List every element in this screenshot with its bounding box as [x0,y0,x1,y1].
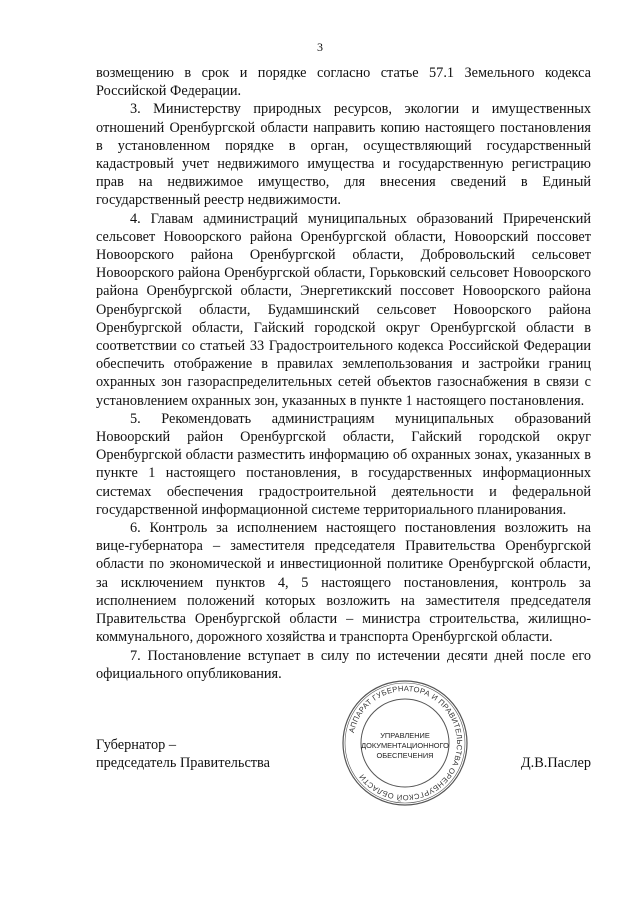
paragraph-4: 4. Главам администраций муниципальных образований Приреченский сельсовет Новоорского района Оренбургской области, Новоорский поссовет Новоорского района Оренбургской области, Добровольский сельсовет Новоорского района Оренбургской области, Горьковский сельсовет Новоорского района Оренбургской области, Энергетикский поссовет Новоорского района Оренбургской области, Будамшинский сельсовет Новоорского района Оренбургской области, Гайский городской округ Оренбургской области в соответствии со статьей 33 Градостроительного кодекса Российской Федерации обеспечить отображение в правилах землепользования и застройки границ охранных зон газораспределительных сетей объектов газоснабжения в связи с установлением охранных зон, указанных в пункте 1 настоящего постановления. [96,210,591,409]
signatory-title-line-1: Губернатор – [96,737,176,753]
signature-block [96,736,591,796]
paragraph-6: 6. Контроль за исполнением настоящего постановления возложить на вице-губернатора – заместителя председателя Правительства Оренбургской области по экономической и инвестиционной политике Оренбургской области, за исключением пунктов 4, 5 настоящего постановления, контроль за исполнением положений которых возложить на заместителя председателя Правительства Оренбургской области – министра строительства, жилищно-коммунального, дорожного хозяйства и транспорта Оренбургской области. [96,520,591,646]
svg-text:УПРАВЛЕНИЕ: УПРАВЛЕНИЕ [380,731,430,740]
paragraph-5: 5. Рекомендовать администрациям муниципальных образований Новоорский район Оренбургской области, Гайский городской округ Оренбургской области разместить информацию об охранных зонах, указанных в пункте 1 настоящего постановления, в государственных информационных системах обеспечения градостроительной деятельности и федеральной государственной информационной системе территориального планирования. [96,410,591,518]
document-body [96,64,591,683]
svg-text:ОБЕСПЕЧЕНИЯ: ОБЕСПЕЧЕНИЯ [376,751,434,760]
page-number: 3 [317,40,323,54]
signatory-name: Д.В.Паслер [520,755,591,771]
paragraph-3: 3. Министерству природных ресурсов, экологии и имущественных отношений Оренбургской области направить копию настоящего постановления в установленном порядке в орган, осуществляющий государственный кадастровый учет недвижимого имущества и государственную регистрацию прав на недвижимое имущество, для внесения сведений в Единый государственный реестр недвижимости. [96,101,591,209]
signatory-title [96,736,270,772]
svg-text:АППАРАТ ГУБЕРНАТОРА И ПРАВИТЕЛ: АППАРАТ ГУБЕРНАТОРА И ПРАВИТЕЛЬСТВА ОРЕНБУРГСКОЙ ОБЛАСТИ [347,683,465,803]
paragraph-continuation: возмещению в срок и порядке согласно статье 57.1 Земельного кодекса Российской Федерации. [96,65,591,100]
paragraph-7: 7. Постановление вступает в силу по истечении десяти дней после его официального опубликования. [96,647,591,682]
svg-text:ДОКУМЕНТАЦИОННОГО: ДОКУМЕНТАЦИОННОГО [361,741,449,750]
signatory-title-line-2: председатель Правительства [96,755,270,772]
